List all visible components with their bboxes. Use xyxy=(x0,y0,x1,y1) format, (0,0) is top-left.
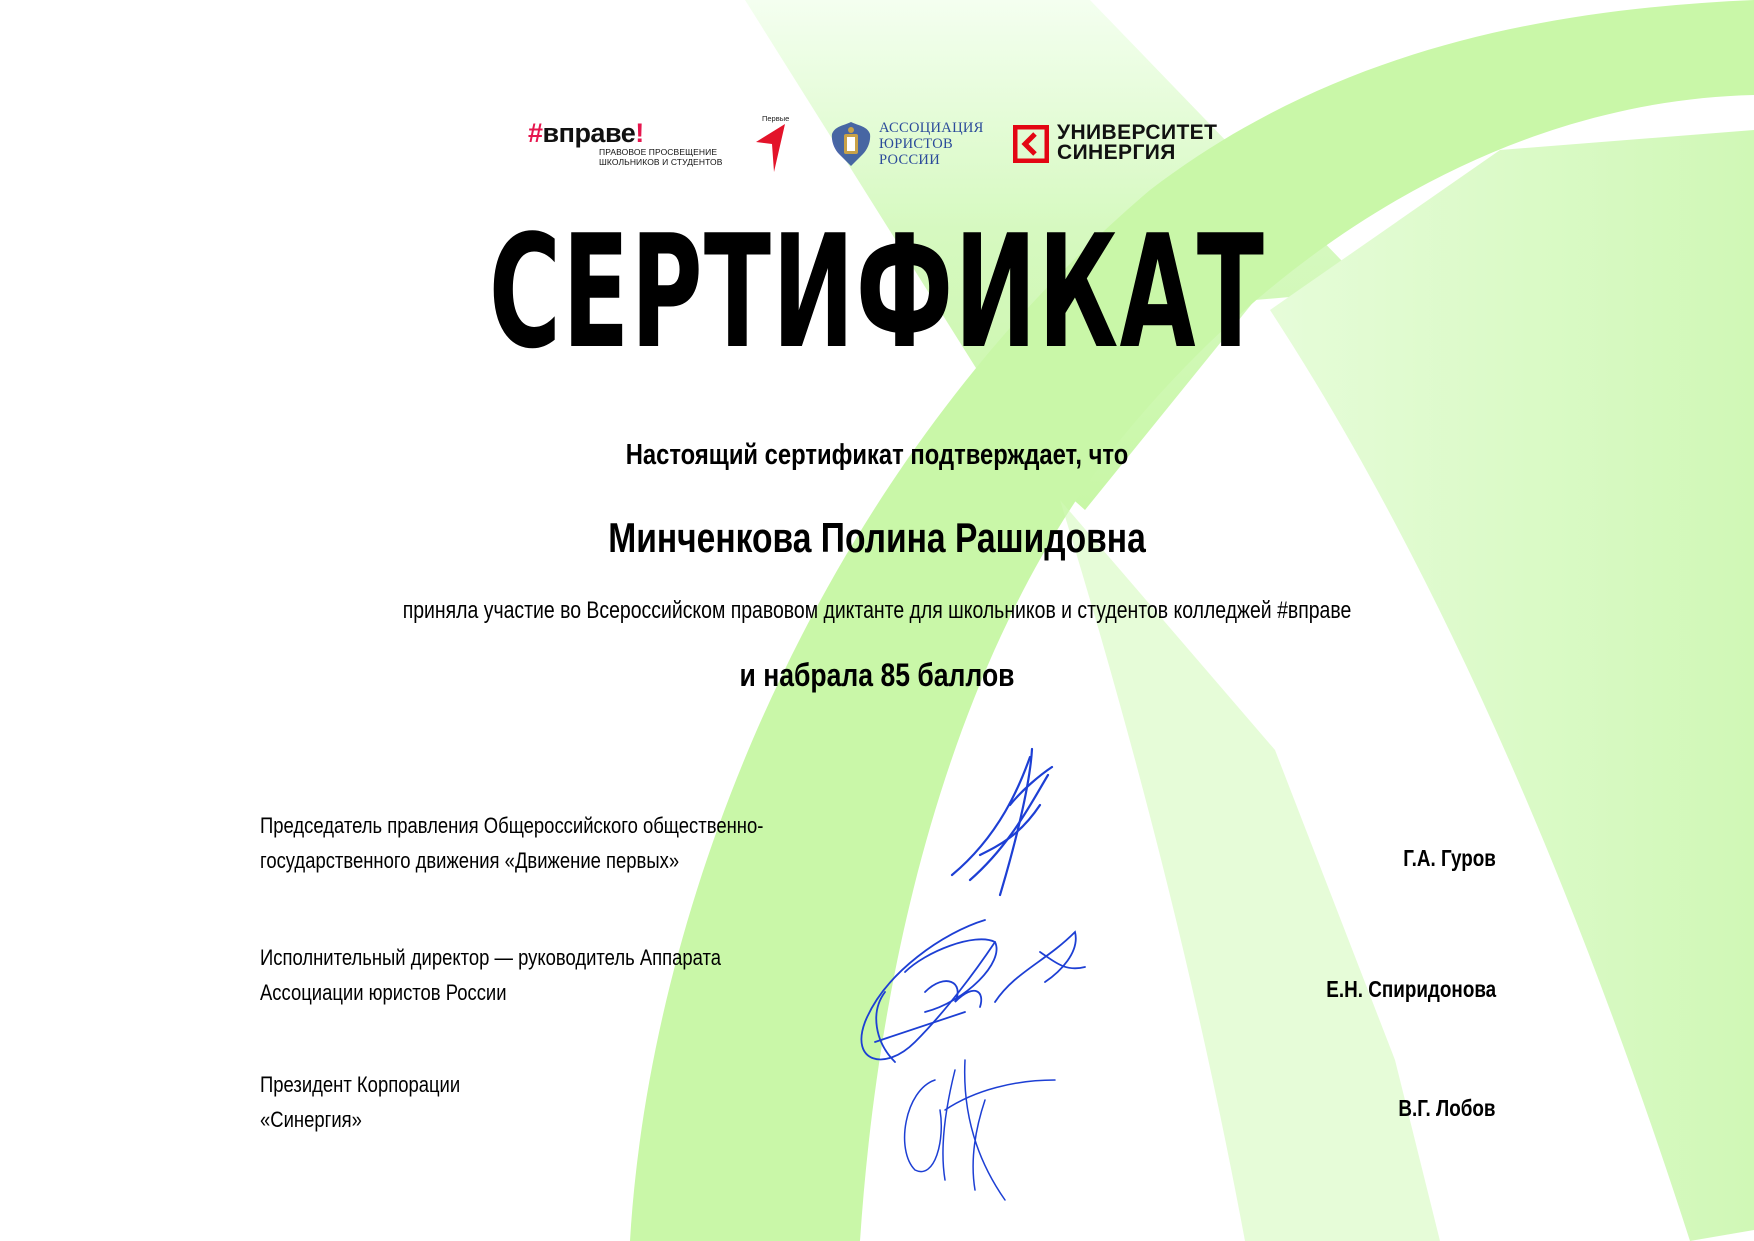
score-text: и набрала 85 баллов xyxy=(739,657,1015,693)
vprave-subtitle: ПРАВОВОЕ ПРОСВЕЩЕНИЕ ШКОЛЬНИКОВ И СТУДЕНТОВ xyxy=(599,147,723,167)
pervye-word: Первые xyxy=(762,114,790,123)
synergy-mark-icon xyxy=(1013,125,1049,163)
confirm-text: Настоящий сертификат подтверждает, что xyxy=(625,439,1129,471)
synergy-wordmark: УНИВЕРСИТЕТ СИНЕРГИЯ xyxy=(1057,121,1218,164)
synergy-logo xyxy=(1013,122,1228,166)
participation-text: приняла участие во Всероссийском правовом диктанте для школьников и студентов колледжей #вправе xyxy=(402,597,1352,624)
signatory-name-1: Г.А. Гуров xyxy=(1403,845,1496,871)
signatory-role-1: Председатель правления Общероссийского общественно- государственного движения «Движение первых» xyxy=(260,813,764,873)
signature-1 xyxy=(940,745,1060,905)
ayr-logo xyxy=(829,116,984,172)
pervye-logo xyxy=(752,112,796,174)
signature-3 xyxy=(885,1050,1065,1210)
ayr-wordmark: АССОЦИАЦИЯ ЮРИСТОВ РОССИИ xyxy=(879,120,984,168)
signatory-name-3: В.Г. Лобов xyxy=(1398,1095,1496,1121)
signatory-name-2: Е.Н. Спиридонова xyxy=(1326,976,1496,1002)
signatory-role-3: Президент Корпорации «Синергия» xyxy=(260,1072,461,1132)
certificate-title: СЕРТИФИКАТ xyxy=(488,201,1266,383)
recipient-name: Минченкова Полина Рашидовна xyxy=(608,514,1146,561)
signatory-role-2: Исполнительный директор — руководитель Аппарата Ассоциации юристов России xyxy=(260,945,721,1005)
vprave-logo xyxy=(528,118,728,170)
eagle-emblem-icon xyxy=(829,120,873,168)
red-arrow-icon xyxy=(752,112,796,174)
vprave-wordmark: #вправе! xyxy=(528,118,644,148)
